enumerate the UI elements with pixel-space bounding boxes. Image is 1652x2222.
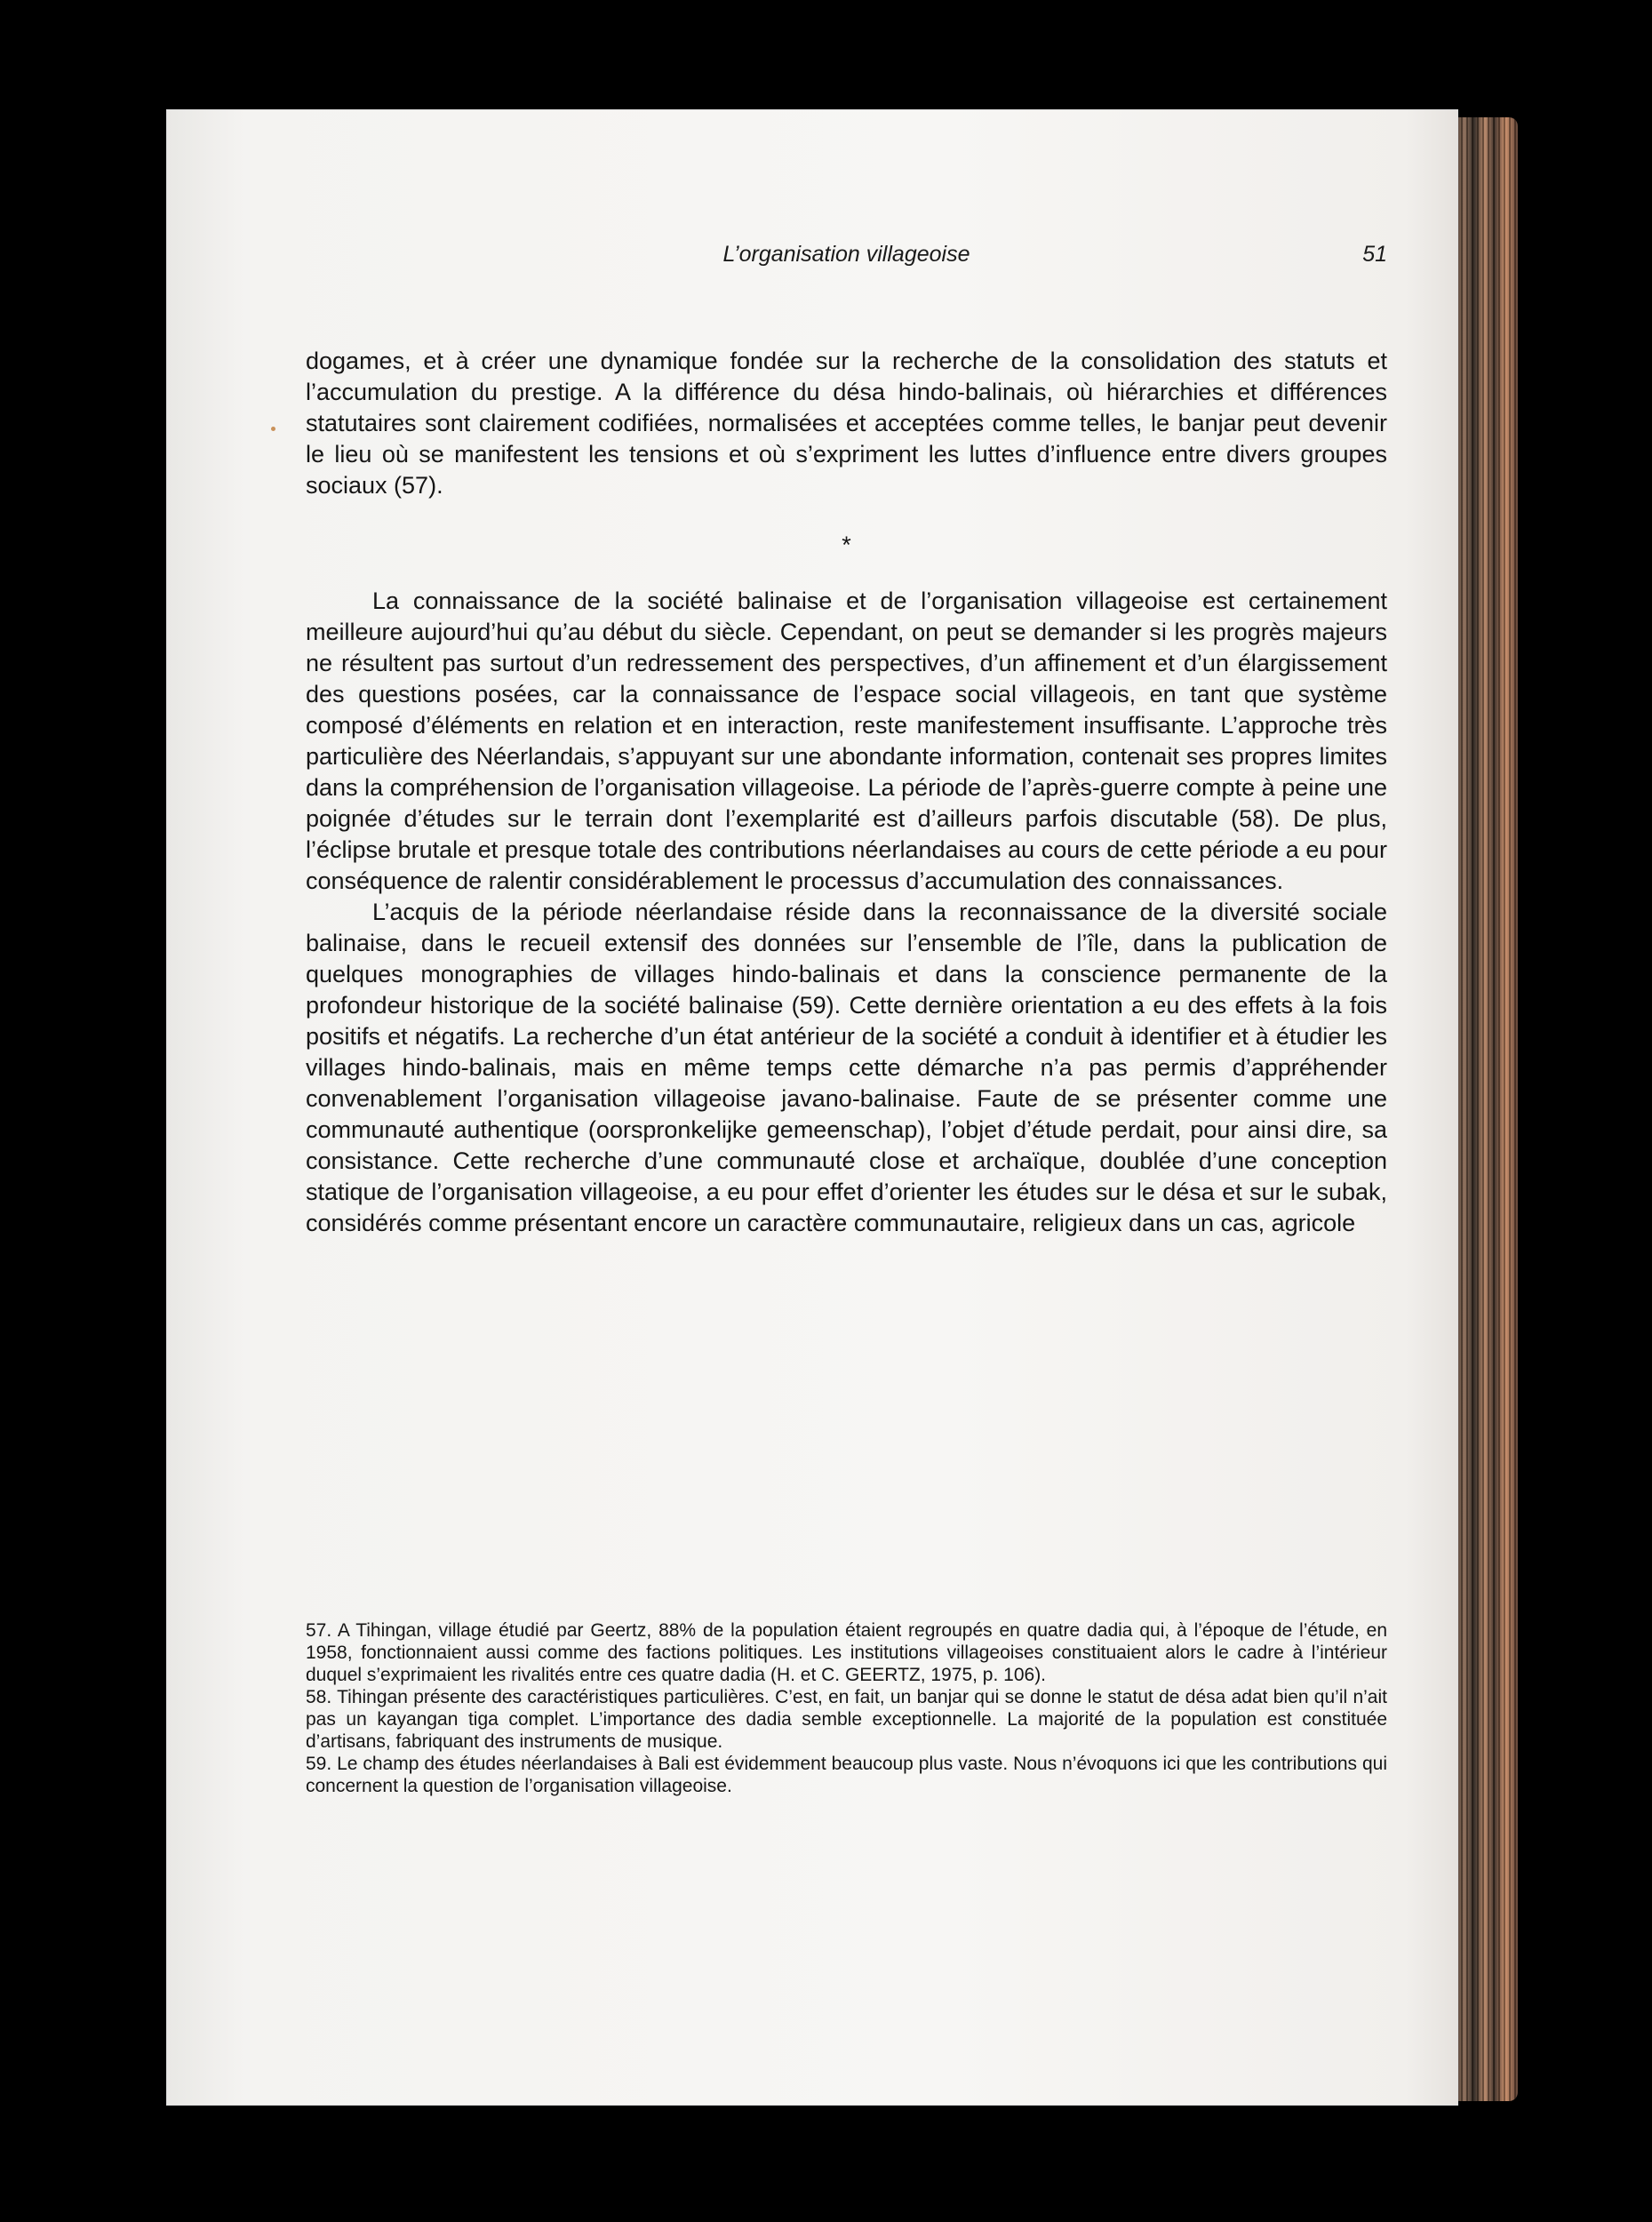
- book-page: [167, 110, 1457, 2105]
- body-text: [306, 346, 1387, 1239]
- paragraph-3: L’acquis de la période néerlandaise réside dans la reconnaissance de la diversité sociale balinaise, dans le recueil extensif des données sur l’ensemble de l’île, dans la publication de quelques monographies de villages hindo-balinais et dans la conscience permanente de la profondeur historique de la société balinaise (59). Cette dernière orientation a eu des effets à la fois positifs et négatifs. La recherche d’un état antérieur de la société a conduit à identifier et à étudier les villages hindo-balinais, mais en même temps cette démarche n’a pas permis d’appréhender convenablement l’organisation villageoise javano-balinaise. Faute de se présenter comme une communauté authentique (oorspronkelijke gemeenschap), l’objet d’étude perdait, pour ainsi dire, sa consistance. Cette recherche d’une communauté close et archaïque, doublée d’une conception statique de l’organisation villageoise, a eu pour effet d’orienter les études sur le désa et sur le subak, considérés comme présentant encore un caractère communautaire, religieux dans un cas, agricole: [306, 899, 1387, 1236]
- paper-speck: [271, 427, 275, 431]
- footnotes: [306, 1619, 1387, 1797]
- footnote-58: 58. Tihingan présente des caractéristiques particulières. C’est, en fait, un banjar qui se donne le statut de désa adat bien qu’il n’ait pas un kayangan tiga complet. L’importance des dadia semble exceptionnelle. La majorité de la population est constituée d’artisans, fabriquant des instruments de musique.: [306, 1687, 1387, 1752]
- page-number: 51: [1362, 242, 1387, 267]
- page-header: [306, 242, 1387, 277]
- section-separator: *: [842, 532, 851, 558]
- footnote-57: 57. A Tihingan, village étudié par Geertz, 88% de la population étaient regroupés en quatre dadia qui, à l’époque de l’étude, en 1958, fonctionnaient aussi comme des factions politiques. Les institutions villageoises constituaient alors le cadre à l’intérieur duquel s’exprimaient les rivalités entre ces quatre dadia (H. et C. GEERTZ, 1975, p. 106).: [306, 1620, 1387, 1685]
- running-title: L’organisation villageoise: [722, 242, 970, 267]
- paragraph-2: La connaissance de la société balinaise et de l’organisation villageoise est certainement meilleure aujourd’hui qu’au début du siècle. Cependant, on peut se demander si les progrès majeurs ne résultent pas surtout d’un redressement des perspectives, d’un affinement et d’un élargissement des questions posées, car la connaissance de l’espace social villageois, en tant que système composé d’éléments en relation et en interaction, reste manifestement insuffisante. L’approche très particulière des Néerlandais, s’appuyant sur une abondante information, contenait ses propres limites dans la compréhension de l’organisation villageoise. La période de l’après-guerre compte à peine une poignée d’études sur le terrain dont l’exemplarité est d’ailleurs parfois discutable (58). De plus, l’éclipse brutale et presque totale des contributions néerlandaises au cours de cette période a eu pour conséquence de ralentir considérablement le processus d’accumulation des connaissances.: [306, 587, 1387, 894]
- paragraph-1: dogames, et à créer une dynamique fondée sur la recherche de la consolidation des statuts et l’accumulation du prestige. A la différence du désa hindo-balinais, où hiérarchies et différences statutaires sont clairement codifiées, normalisées et acceptées comme telles, le banjar peut devenir le lieu où se manifestent les tensions et où s’expriment les luttes d’influence entre divers groupes sociaux (57).: [306, 348, 1387, 499]
- footnote-59: 59. Le champ des études néerlandaises à Bali est évidemment beaucoup plus vaste. Nous n’évoquons ici que les contributions qui concernent la question de l’organisation villageoise.: [306, 1754, 1387, 1796]
